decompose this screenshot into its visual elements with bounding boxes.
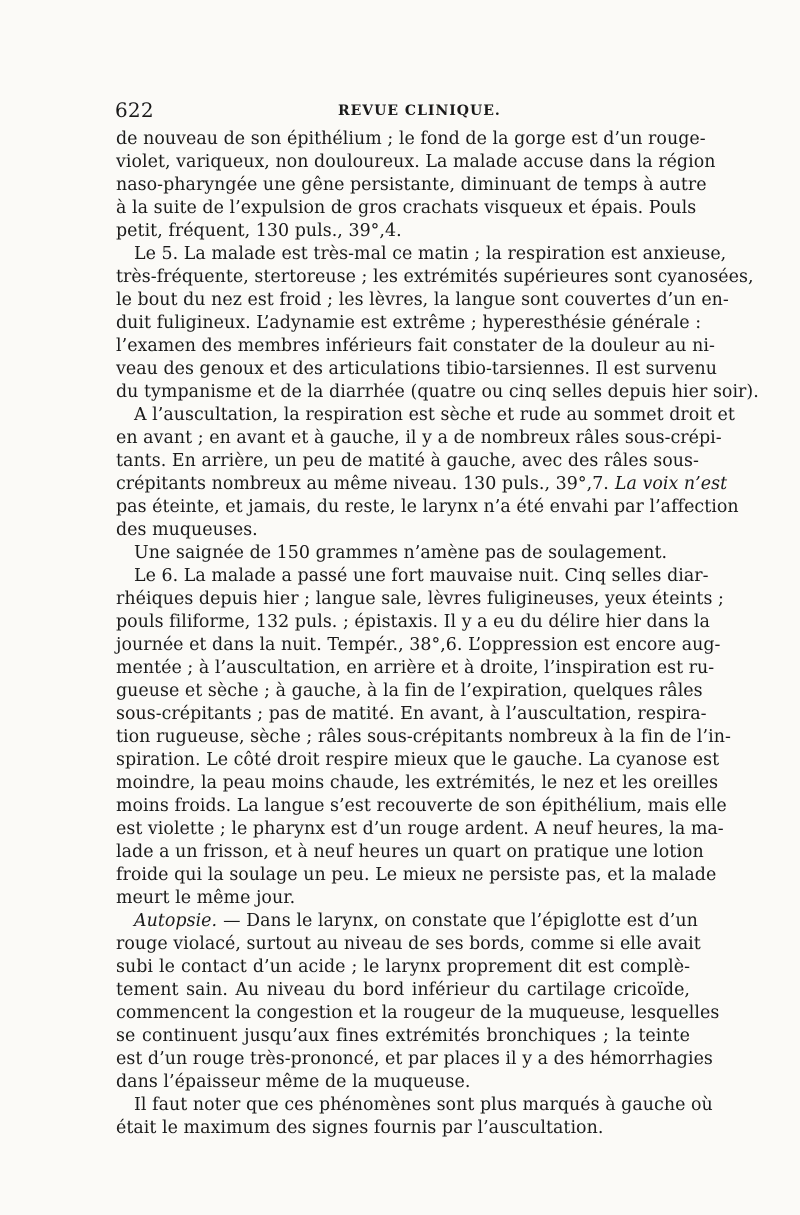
text-line-15: tants. En arrière, un peu de matité à gauche, avec des râles sous- bbox=[116, 451, 699, 471]
text-line-31: est violette ; le pharynx est d’un rouge ardent. A neuf heures, la ma- bbox=[116, 819, 724, 839]
text-line-42: dans l’épaisseur même de la muqueuse. bbox=[116, 1072, 471, 1092]
text-line-3: naso-pharyngée une gêne persistante, diminuant de temps à autre bbox=[116, 175, 707, 195]
text-line-18: des muqueuses. bbox=[116, 520, 258, 540]
text-line-44: était le maximum des signes fournis par l’auscultation. bbox=[116, 1118, 604, 1138]
text-line-32: lade a un frisson, et à neuf heures un quart on pratique une lotion bbox=[116, 842, 704, 862]
text-line-14: en avant ; en avant et à gauche, il y a de nombreux râles sous-crépi- bbox=[116, 428, 722, 448]
text-line-35 bbox=[116, 910, 698, 933]
text-line-37: subi le contact d’un acide ; le larynx proprement dit est complè- bbox=[116, 957, 690, 977]
text-line-21: rhéiques depuis hier ; langue sale, lèvres fuligineuses, yeux éteints ; bbox=[116, 589, 724, 609]
text-line-39: commencent la congestion et la rougeur de la muqueuse, lesquelles bbox=[116, 1003, 720, 1023]
text-line-1: de nouveau de son épithélium ; le fond de la gorge est d’un rouge- bbox=[116, 129, 706, 149]
page-number: 622 bbox=[115, 98, 154, 122]
text-line-11: veau des genoux et des articulations tibio-tarsiennes. Il est survenu bbox=[116, 359, 717, 379]
text-line-35-main: — Dans le larynx, on constate que l’épiglotte est d’un bbox=[223, 911, 698, 931]
text-line-22: pouls filiforme, 132 puls. ; épistaxis. Il y a eu du délire hier dans la bbox=[116, 612, 710, 632]
text-line-25: gueuse et sèche ; à gauche, à la fin de l’expiration, quelques râles bbox=[116, 681, 703, 701]
text-line-12: du tympanisme et de la diarrhée (quatre ou cinq selles depuis hier soir). bbox=[116, 382, 759, 402]
text-line-41: est d’un rouge très-prononcé, et par places il y a des hémorrhagies bbox=[116, 1049, 713, 1069]
text-line-2: violet, variqueux, non douloureux. La malade accuse dans la région bbox=[116, 152, 716, 172]
text-line-40: se continuent jusqu’aux fines extrémités bronchiques ; la teinte bbox=[116, 1026, 690, 1046]
text-line-30: moins froids. La langue s’est recouverte de son épithélium, mais elle bbox=[116, 796, 727, 816]
text-line-29: moindre, la peau moins chaude, les extrémités, le nez et les oreilles bbox=[116, 773, 719, 793]
text-line-28: spiration. Le côté droit respire mieux que le gauche. La cyanose est bbox=[116, 750, 720, 770]
text-line-16-main: crépitants nombreux au même niveau. 130 puls., 39°,7. bbox=[116, 474, 609, 494]
autopsy-label: Autopsie. bbox=[134, 911, 218, 931]
text-line-4: à la suite de l’expulsion de gros crachats visqueux et épais. Pouls bbox=[116, 198, 697, 218]
text-line-6: Le 5. La malade est très-mal ce matin ; la respiration est anxieuse, bbox=[134, 244, 727, 264]
journal-title: REVUE CLINIQUE. bbox=[338, 103, 501, 119]
body-text bbox=[116, 128, 759, 1140]
voice-note-italic: La voix n’est bbox=[614, 474, 728, 494]
text-line-5: petit, fréquent, 130 puls., 39°,4. bbox=[116, 221, 402, 241]
text-line-9: duit fuligineux. L’adynamie est extrême ; hyperesthésie générale : bbox=[116, 313, 702, 333]
text-line-19: Une saignée de 150 grammes n’amène pas de soulagement. bbox=[134, 543, 668, 563]
text-line-24: mentée ; à l’auscultation, en arrière et à droite, l’inspiration est ru- bbox=[116, 658, 715, 678]
text-line-26: sous-crépitants ; pas de matité. En avant, à l’auscultation, respira- bbox=[116, 704, 707, 724]
text-line-33: froide qui la soulage un peu. Le mieux ne persiste pas, et la malade bbox=[116, 865, 717, 885]
text-line-27: tion rugueuse, sèche ; râles sous-crépitants nombreux à la fin de l’in- bbox=[116, 727, 731, 747]
text-line-13: A l’auscultation, la respiration est sèche et rude au sommet droit et bbox=[134, 405, 735, 425]
text-line-16 bbox=[116, 473, 728, 496]
text-line-23: journée et dans la nuit. Tempér., 38°,6. L’oppression est encore aug- bbox=[116, 635, 721, 655]
text-line-20: Le 6. La malade a passé une fort mauvaise nuit. Cinq selles diar- bbox=[134, 566, 709, 586]
text-line-17: pas éteinte, et jamais, du reste, le larynx n’a été envahi par l’affection bbox=[116, 497, 739, 517]
text-line-34: meurt le même jour. bbox=[116, 888, 296, 908]
text-line-10: l’examen des membres inférieurs fait constater de la douleur au ni- bbox=[116, 336, 715, 356]
text-line-7: très-fréquente, stertoreuse ; les extrémités supérieures sont cyanosées, bbox=[116, 267, 754, 287]
running-head bbox=[115, 96, 689, 124]
text-line-38: tement sain. Au niveau du bord inférieur du cartilage cricoïde, bbox=[116, 980, 690, 1000]
text-line-8: le bout du nez est froid ; les lèvres, la langue sont couvertes d’un en- bbox=[116, 290, 729, 310]
text-line-36: rouge violacé, surtout au niveau de ses bords, comme si elle avait bbox=[116, 934, 701, 954]
text-line-43: Il faut noter que ces phénomènes sont plus marqués à gauche où bbox=[134, 1095, 713, 1115]
